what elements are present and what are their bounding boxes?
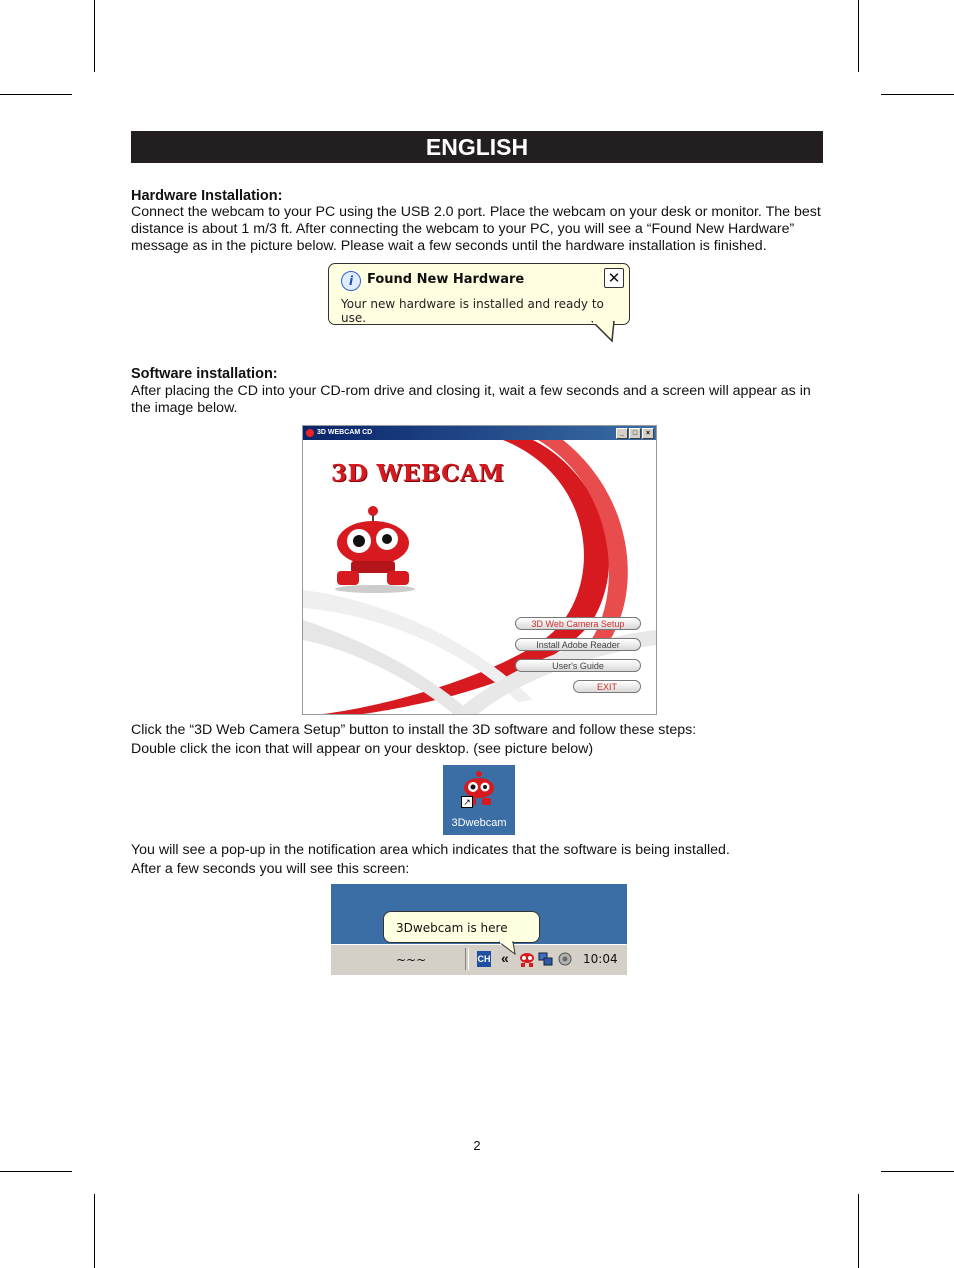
maximize-icon[interactable]: □ xyxy=(629,428,641,439)
software-line-1: After placing the CD into your CD-rom drive and closing it, wait a few seconds and a screen will appear as in xyxy=(131,383,811,399)
crop-mark xyxy=(858,1194,859,1268)
crop-mark xyxy=(0,1171,72,1172)
tray-clock[interactable]: 10:04 xyxy=(583,952,618,966)
show-hidden-icons-chevron[interactable]: « xyxy=(501,950,509,966)
notify-line-2: After a few seconds you will see this screen: xyxy=(131,861,410,877)
balloon-tail xyxy=(590,321,620,345)
balloon-title: Found New Hardware xyxy=(367,272,525,287)
balloon-message: Your new hardware is installed and ready to use. xyxy=(341,297,604,325)
app-icon xyxy=(306,429,314,437)
install-adobe-reader-button[interactable]: Install Adobe Reader xyxy=(515,638,641,651)
crop-mark xyxy=(94,1194,95,1268)
cd-autorun-window xyxy=(302,425,657,715)
crop-mark xyxy=(94,0,95,72)
notification-area-screenshot xyxy=(331,884,627,975)
notify-line-1: You will see a pop-up in the notification area which indicates that the software is being installed. xyxy=(131,842,730,858)
desktop-shortcut[interactable] xyxy=(443,765,515,835)
window-title: 3D WEBCAM CD xyxy=(317,429,373,436)
webcam-tray-icon[interactable] xyxy=(519,950,535,968)
steps-line-1: Click the “3D Web Camera Setup” button to install the 3D software and follow these steps: xyxy=(131,722,697,738)
crop-mark xyxy=(858,0,859,72)
minimize-icon[interactable]: _ xyxy=(616,428,628,439)
hardware-heading: Hardware Installation: xyxy=(131,188,283,204)
found-new-hardware-balloon xyxy=(328,263,630,325)
window-titlebar xyxy=(303,426,656,440)
taskbar-separator xyxy=(465,948,469,970)
close-icon[interactable]: × xyxy=(642,428,654,439)
hardware-line-1: Connect the webcam to your PC using the USB 2.0 port. Place the webcam on your desk or monitor. The best xyxy=(131,204,821,220)
shortcut-arrow-icon: ↗ xyxy=(461,796,473,808)
shortcut-label: 3Dwebcam xyxy=(451,817,507,829)
language-banner: ENGLISH xyxy=(131,131,823,163)
webcam-mascot-graphic xyxy=(329,501,419,593)
info-icon: i xyxy=(341,271,361,291)
tray-balloon: 3Dwebcam is here ~~~ xyxy=(383,911,540,943)
users-guide-button[interactable]: User's Guide xyxy=(515,659,641,672)
hardware-line-2: distance is about 1 m/3 ft. After connecting the webcam to your PC, you will see a “Found New Hardware” xyxy=(131,221,795,237)
crop-mark xyxy=(881,94,954,95)
exit-button[interactable]: EXIT xyxy=(573,680,641,693)
software-heading: Software installation: xyxy=(131,366,278,382)
product-logo: 3D WEBCAM xyxy=(331,460,505,487)
steps-line-2: Double click the icon that will appear on your desktop. (see picture below) xyxy=(131,741,594,757)
language-indicator[interactable]: CH xyxy=(477,951,491,967)
crop-mark xyxy=(881,1171,954,1172)
network-tray-icon[interactable] xyxy=(538,950,554,968)
page-number: 2 xyxy=(473,1138,481,1153)
hardware-line-3: message as in the picture below. Please wait a few seconds until the hardware installation is finished. xyxy=(131,238,767,254)
webcam-setup-button[interactable]: 3D Web Camera Setup xyxy=(515,617,641,630)
crop-mark xyxy=(0,94,72,95)
close-icon[interactable]: ✕ xyxy=(604,268,624,288)
software-line-2: the image below. xyxy=(131,400,238,416)
volume-tray-icon[interactable] xyxy=(557,950,573,968)
